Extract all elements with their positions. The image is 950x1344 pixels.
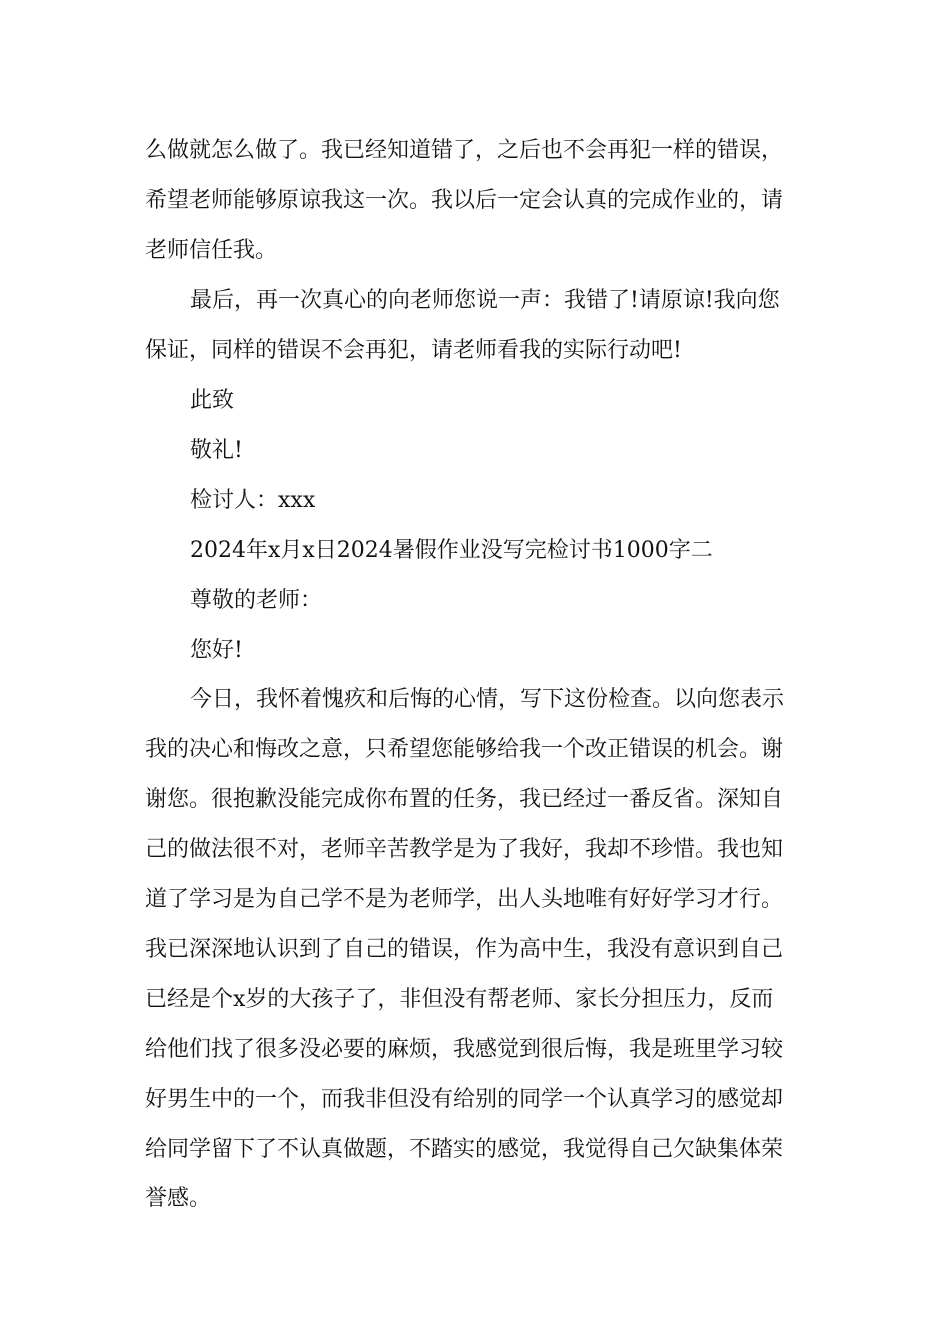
closing-salutation: 此致 — [190, 388, 235, 413]
text-line: 给同学留下了不认真做题，不踏实的感觉，我觉得自己欠缺集体荣 — [145, 1137, 784, 1162]
text-line: 保证，同样的错误不会再犯，请老师看我的实际行动吧! — [145, 338, 682, 363]
text-line: 今日，我怀着愧疚和后悔的心情，写下这份检查。以向您表示 — [190, 687, 785, 712]
text-line: 我已深深地认识到了自己的错误，作为高中生，我没有意识到自己 — [145, 937, 784, 962]
text-line: 希望老师能够原谅我这一次。我以后一定会认真的完成作业的，请 — [145, 188, 784, 213]
text-line: 给他们找了很多没必要的麻烦，我感觉到很后悔，我是班里学习较 — [145, 1037, 784, 1062]
date-title-line: 2024年x月x日2024暑假作业没写完检讨书1000字二 — [190, 538, 713, 563]
text-line: 谢您。很抱歉没能完成你布置的任务，我已经过一番反省。深知自 — [145, 787, 784, 812]
text-line: 么做就怎么做了。我已经知道错了，之后也不会再犯一样的错误， — [145, 138, 784, 163]
text-line: 老师信任我。 — [145, 238, 278, 263]
text-line: 誉感。 — [145, 1186, 212, 1211]
text-line: 己的做法很不对，老师辛苦教学是为了我好，我却不珍惜。我也知 — [145, 837, 784, 862]
signature-line: 检讨人：xxx — [190, 488, 316, 513]
greeting-line: 您好! — [190, 638, 243, 663]
closing-salutation: 敬礼! — [190, 438, 243, 463]
text-line: 最后，再一次真心的向老师您说一声：我错了!请原谅!我向您 — [190, 288, 780, 313]
text-line: 我的决心和悔改之意，只希望您能够给我一个改正错误的机会。谢 — [145, 737, 784, 762]
text-line: 已经是个x岁的大孩子了，非但没有帮老师、家长分担压力，反而 — [145, 987, 774, 1012]
greeting-line: 尊敬的老师： — [190, 588, 323, 613]
text-line: 好男生中的一个，而我非但没有给别的同学一个认真学习的感觉却 — [145, 1087, 784, 1112]
text-line: 道了学习是为自己学不是为老师学，出人头地唯有好好学习才行。 — [145, 887, 784, 912]
